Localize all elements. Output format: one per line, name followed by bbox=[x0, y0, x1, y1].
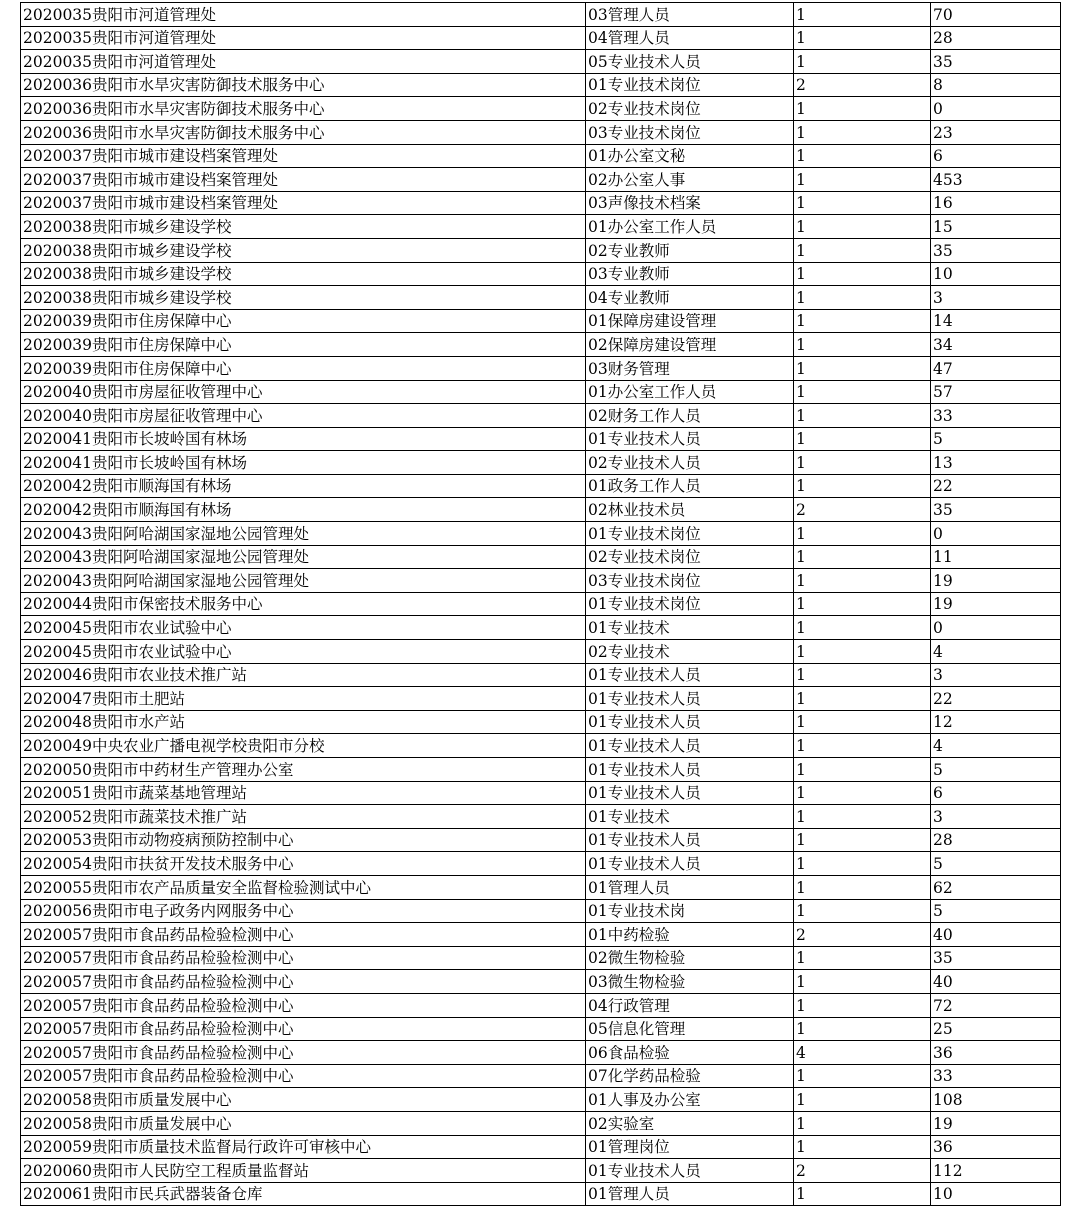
table-row bbox=[21, 1041, 1061, 1065]
unit-cell: 2020042贵阳市顺海国有林场 bbox=[21, 474, 586, 498]
applicant-count-cell: 5 bbox=[931, 899, 1061, 923]
unit-cell: 2020058贵阳市质量发展中心 bbox=[21, 1088, 586, 1112]
unit-cell: 2020042贵阳市顺海国有林场 bbox=[21, 498, 586, 522]
quota-cell: 1 bbox=[794, 262, 931, 286]
unit-cell: 2020038贵阳市城乡建设学校 bbox=[21, 215, 586, 239]
applicant-count-cell: 19 bbox=[931, 569, 1061, 593]
position-cell: 05专业技术人员 bbox=[586, 50, 794, 74]
quota-cell: 1 bbox=[794, 852, 931, 876]
table-row bbox=[21, 899, 1061, 923]
position-cell: 02专业技术岗位 bbox=[586, 97, 794, 121]
position-cell: 01管理人员 bbox=[586, 1182, 794, 1206]
applicant-count-cell: 23 bbox=[931, 120, 1061, 144]
applicant-count-cell: 453 bbox=[931, 168, 1061, 192]
applicant-count-cell: 5 bbox=[931, 427, 1061, 451]
unit-cell: 2020038贵阳市城乡建设学校 bbox=[21, 238, 586, 262]
table-row bbox=[21, 215, 1061, 239]
unit-cell: 2020039贵阳市住房保障中心 bbox=[21, 333, 586, 357]
position-cell: 01专业技术岗位 bbox=[586, 522, 794, 546]
table-row bbox=[21, 356, 1061, 380]
table-row bbox=[21, 50, 1061, 74]
applicant-count-cell: 11 bbox=[931, 545, 1061, 569]
quota-cell: 1 bbox=[794, 309, 931, 333]
unit-cell: 2020043贵阳阿哈湖国家湿地公园管理处 bbox=[21, 522, 586, 546]
quota-cell: 1 bbox=[794, 663, 931, 687]
quota-cell: 1 bbox=[794, 427, 931, 451]
position-cell: 01中药检验 bbox=[586, 923, 794, 947]
quota-cell: 1 bbox=[794, 946, 931, 970]
position-cell: 02专业技术 bbox=[586, 640, 794, 664]
table-row bbox=[21, 545, 1061, 569]
quota-cell: 1 bbox=[794, 1135, 931, 1159]
unit-cell: 2020052贵阳市蔬菜技术推广站 bbox=[21, 805, 586, 829]
table-row bbox=[21, 3, 1061, 27]
position-cell: 01管理人员 bbox=[586, 875, 794, 899]
unit-cell: 2020046贵阳市农业技术推广站 bbox=[21, 663, 586, 687]
position-cell: 03专业技术岗位 bbox=[586, 569, 794, 593]
unit-cell: 2020036贵阳市水旱灾害防御技术服务中心 bbox=[21, 73, 586, 97]
unit-cell: 2020048贵阳市水产站 bbox=[21, 710, 586, 734]
table-row bbox=[21, 758, 1061, 782]
position-cell: 02林业技术员 bbox=[586, 498, 794, 522]
applicant-count-cell: 0 bbox=[931, 522, 1061, 546]
quota-cell: 1 bbox=[794, 970, 931, 994]
applicant-count-cell: 35 bbox=[931, 498, 1061, 522]
applicant-count-cell: 15 bbox=[931, 215, 1061, 239]
quota-cell: 2 bbox=[794, 73, 931, 97]
quota-cell: 1 bbox=[794, 356, 931, 380]
table-row bbox=[21, 710, 1061, 734]
unit-cell: 2020035贵阳市河道管理处 bbox=[21, 26, 586, 50]
unit-cell: 2020060贵阳市人民防空工程质量监督站 bbox=[21, 1159, 586, 1183]
table-row bbox=[21, 97, 1061, 121]
applicant-count-cell: 72 bbox=[931, 993, 1061, 1017]
position-cell: 01专业技术人员 bbox=[586, 852, 794, 876]
table-row bbox=[21, 333, 1061, 357]
position-cell: 01专业技术岗位 bbox=[586, 592, 794, 616]
unit-cell: 2020038贵阳市城乡建设学校 bbox=[21, 262, 586, 286]
table-row bbox=[21, 144, 1061, 168]
table-row bbox=[21, 828, 1061, 852]
unit-cell: 2020057贵阳市食品药品检验检测中心 bbox=[21, 970, 586, 994]
applicant-count-cell: 70 bbox=[931, 3, 1061, 27]
quota-cell: 1 bbox=[794, 1182, 931, 1206]
position-cell: 05信息化管理 bbox=[586, 1017, 794, 1041]
table-row bbox=[21, 592, 1061, 616]
applicant-count-cell: 5 bbox=[931, 852, 1061, 876]
table-row bbox=[21, 262, 1061, 286]
recruitment-table bbox=[20, 2, 1061, 1206]
table-row bbox=[21, 309, 1061, 333]
table-row bbox=[21, 1017, 1061, 1041]
unit-cell: 2020039贵阳市住房保障中心 bbox=[21, 309, 586, 333]
applicant-count-cell: 35 bbox=[931, 946, 1061, 970]
quota-cell: 1 bbox=[794, 781, 931, 805]
position-cell: 03微生物检验 bbox=[586, 970, 794, 994]
quota-cell: 1 bbox=[794, 333, 931, 357]
table-row bbox=[21, 993, 1061, 1017]
applicant-count-cell: 12 bbox=[931, 710, 1061, 734]
position-cell: 01专业技术人员 bbox=[586, 427, 794, 451]
applicant-count-cell: 14 bbox=[931, 309, 1061, 333]
applicant-count-cell: 0 bbox=[931, 97, 1061, 121]
applicant-count-cell: 35 bbox=[931, 50, 1061, 74]
quota-cell: 1 bbox=[794, 522, 931, 546]
quota-cell: 1 bbox=[794, 26, 931, 50]
unit-cell: 2020038贵阳市城乡建设学校 bbox=[21, 286, 586, 310]
position-cell: 04行政管理 bbox=[586, 993, 794, 1017]
unit-cell: 2020051贵阳市蔬菜基地管理站 bbox=[21, 781, 586, 805]
position-cell: 02专业技术岗位 bbox=[586, 545, 794, 569]
position-cell: 01办公室文秘 bbox=[586, 144, 794, 168]
unit-cell: 2020041贵阳市长坡岭国有林场 bbox=[21, 427, 586, 451]
table-row bbox=[21, 451, 1061, 475]
table-row bbox=[21, 286, 1061, 310]
quota-cell: 1 bbox=[794, 97, 931, 121]
quota-cell: 2 bbox=[794, 498, 931, 522]
unit-cell: 2020036贵阳市水旱灾害防御技术服务中心 bbox=[21, 120, 586, 144]
unit-cell: 2020057贵阳市食品药品检验检测中心 bbox=[21, 993, 586, 1017]
quota-cell: 1 bbox=[794, 993, 931, 1017]
applicant-count-cell: 28 bbox=[931, 828, 1061, 852]
position-cell: 02保障房建设管理 bbox=[586, 333, 794, 357]
position-cell: 03专业技术岗位 bbox=[586, 120, 794, 144]
table-row bbox=[21, 404, 1061, 428]
unit-cell: 2020059贵阳市质量技术监督局行政许可审核中心 bbox=[21, 1135, 586, 1159]
applicant-count-cell: 3 bbox=[931, 663, 1061, 687]
position-cell: 03声像技术档案 bbox=[586, 191, 794, 215]
quota-cell: 1 bbox=[794, 215, 931, 239]
quota-cell: 1 bbox=[794, 3, 931, 27]
quota-cell: 1 bbox=[794, 734, 931, 758]
position-cell: 04管理人员 bbox=[586, 26, 794, 50]
table-row bbox=[21, 191, 1061, 215]
table-row bbox=[21, 498, 1061, 522]
table-row bbox=[21, 805, 1061, 829]
quota-cell: 1 bbox=[794, 1088, 931, 1112]
table-row bbox=[21, 663, 1061, 687]
unit-cell: 2020057贵阳市食品药品检验检测中心 bbox=[21, 1064, 586, 1088]
unit-cell: 2020037贵阳市城市建设档案管理处 bbox=[21, 144, 586, 168]
position-cell: 01政务工作人员 bbox=[586, 474, 794, 498]
quota-cell: 1 bbox=[794, 828, 931, 852]
applicant-count-cell: 33 bbox=[931, 404, 1061, 428]
quota-cell: 1 bbox=[794, 592, 931, 616]
table-row bbox=[21, 946, 1061, 970]
quota-cell: 1 bbox=[794, 687, 931, 711]
quota-cell: 1 bbox=[794, 238, 931, 262]
table-row bbox=[21, 380, 1061, 404]
quota-cell: 1 bbox=[794, 1111, 931, 1135]
quota-cell: 1 bbox=[794, 168, 931, 192]
table-row bbox=[21, 1064, 1061, 1088]
table-row bbox=[21, 640, 1061, 664]
quota-cell: 1 bbox=[794, 899, 931, 923]
applicant-count-cell: 6 bbox=[931, 781, 1061, 805]
applicant-count-cell: 4 bbox=[931, 640, 1061, 664]
quota-cell: 1 bbox=[794, 616, 931, 640]
position-cell: 02财务工作人员 bbox=[586, 404, 794, 428]
position-cell: 01专业技术 bbox=[586, 805, 794, 829]
applicant-count-cell: 62 bbox=[931, 875, 1061, 899]
quota-cell: 1 bbox=[794, 286, 931, 310]
table-row bbox=[21, 1159, 1061, 1183]
position-cell: 01人事及办公室 bbox=[586, 1088, 794, 1112]
applicant-count-cell: 10 bbox=[931, 262, 1061, 286]
position-cell: 01专业技术人员 bbox=[586, 687, 794, 711]
position-cell: 06食品检验 bbox=[586, 1041, 794, 1065]
quota-cell: 1 bbox=[794, 451, 931, 475]
unit-cell: 2020049中央农业广播电视学校贵阳市分校 bbox=[21, 734, 586, 758]
applicant-count-cell: 112 bbox=[931, 1159, 1061, 1183]
quota-cell: 2 bbox=[794, 923, 931, 947]
unit-cell: 2020035贵阳市河道管理处 bbox=[21, 50, 586, 74]
applicant-count-cell: 3 bbox=[931, 805, 1061, 829]
quota-cell: 1 bbox=[794, 758, 931, 782]
position-cell: 01专业技术人员 bbox=[586, 663, 794, 687]
unit-cell: 2020061贵阳市民兵武器装备仓库 bbox=[21, 1182, 586, 1206]
quota-cell: 1 bbox=[794, 474, 931, 498]
unit-cell: 2020045贵阳市农业试验中心 bbox=[21, 616, 586, 640]
unit-cell: 2020040贵阳市房屋征收管理中心 bbox=[21, 380, 586, 404]
applicant-count-cell: 3 bbox=[931, 286, 1061, 310]
table-row bbox=[21, 875, 1061, 899]
applicant-count-cell: 10 bbox=[931, 1182, 1061, 1206]
table-row bbox=[21, 474, 1061, 498]
quota-cell: 1 bbox=[794, 144, 931, 168]
unit-cell: 2020058贵阳市质量发展中心 bbox=[21, 1111, 586, 1135]
table-row bbox=[21, 852, 1061, 876]
applicant-count-cell: 40 bbox=[931, 970, 1061, 994]
unit-cell: 2020057贵阳市食品药品检验检测中心 bbox=[21, 946, 586, 970]
position-cell: 02微生物检验 bbox=[586, 946, 794, 970]
table-row bbox=[21, 569, 1061, 593]
position-cell: 01专业技术 bbox=[586, 616, 794, 640]
position-cell: 02专业教师 bbox=[586, 238, 794, 262]
position-cell: 02专业技术人员 bbox=[586, 451, 794, 475]
unit-cell: 2020050贵阳市中药材生产管理办公室 bbox=[21, 758, 586, 782]
table-row bbox=[21, 781, 1061, 805]
table-row bbox=[21, 168, 1061, 192]
position-cell: 01专业技术人员 bbox=[586, 1159, 794, 1183]
position-cell: 01专业技术岗 bbox=[586, 899, 794, 923]
position-cell: 01管理岗位 bbox=[586, 1135, 794, 1159]
position-cell: 03专业教师 bbox=[586, 262, 794, 286]
position-cell: 01办公室工作人员 bbox=[586, 380, 794, 404]
table-row bbox=[21, 427, 1061, 451]
applicant-count-cell: 19 bbox=[931, 592, 1061, 616]
position-cell: 04专业教师 bbox=[586, 286, 794, 310]
quota-cell: 1 bbox=[794, 875, 931, 899]
position-cell: 02办公室人事 bbox=[586, 168, 794, 192]
applicant-count-cell: 5 bbox=[931, 758, 1061, 782]
unit-cell: 2020035贵阳市河道管理处 bbox=[21, 3, 586, 27]
position-cell: 01专业技术岗位 bbox=[586, 73, 794, 97]
unit-cell: 2020053贵阳市动物疫病预防控制中心 bbox=[21, 828, 586, 852]
table-row bbox=[21, 1135, 1061, 1159]
position-cell: 03管理人员 bbox=[586, 3, 794, 27]
unit-cell: 2020057贵阳市食品药品检验检测中心 bbox=[21, 1017, 586, 1041]
unit-cell: 2020041贵阳市长坡岭国有林场 bbox=[21, 451, 586, 475]
applicant-count-cell: 57 bbox=[931, 380, 1061, 404]
unit-cell: 2020039贵阳市住房保障中心 bbox=[21, 356, 586, 380]
position-cell: 01办公室工作人员 bbox=[586, 215, 794, 239]
quota-cell: 1 bbox=[794, 380, 931, 404]
position-cell: 01专业技术人员 bbox=[586, 828, 794, 852]
table-row bbox=[21, 1182, 1061, 1206]
table-row bbox=[21, 616, 1061, 640]
quota-cell: 1 bbox=[794, 120, 931, 144]
applicant-count-cell: 4 bbox=[931, 734, 1061, 758]
unit-cell: 2020037贵阳市城市建设档案管理处 bbox=[21, 168, 586, 192]
table-row bbox=[21, 238, 1061, 262]
table-row bbox=[21, 970, 1061, 994]
applicant-count-cell: 0 bbox=[931, 616, 1061, 640]
applicant-count-cell: 36 bbox=[931, 1041, 1061, 1065]
table-row bbox=[21, 1088, 1061, 1112]
unit-cell: 2020057贵阳市食品药品检验检测中心 bbox=[21, 923, 586, 947]
applicant-count-cell: 22 bbox=[931, 687, 1061, 711]
applicant-count-cell: 108 bbox=[931, 1088, 1061, 1112]
quota-cell: 4 bbox=[794, 1041, 931, 1065]
position-cell: 01专业技术人员 bbox=[586, 710, 794, 734]
quota-cell: 1 bbox=[794, 1064, 931, 1088]
unit-cell: 2020045贵阳市农业试验中心 bbox=[21, 640, 586, 664]
position-cell: 01保障房建设管理 bbox=[586, 309, 794, 333]
table-row bbox=[21, 923, 1061, 947]
applicant-count-cell: 8 bbox=[931, 73, 1061, 97]
unit-cell: 2020037贵阳市城市建设档案管理处 bbox=[21, 191, 586, 215]
quota-cell: 1 bbox=[794, 569, 931, 593]
quota-cell: 2 bbox=[794, 1159, 931, 1183]
table-row bbox=[21, 687, 1061, 711]
applicant-count-cell: 47 bbox=[931, 356, 1061, 380]
applicant-count-cell: 40 bbox=[931, 923, 1061, 947]
quota-cell: 1 bbox=[794, 1017, 931, 1041]
table-row bbox=[21, 120, 1061, 144]
position-cell: 07化学药品检验 bbox=[586, 1064, 794, 1088]
applicant-count-cell: 13 bbox=[931, 451, 1061, 475]
table-body bbox=[21, 3, 1061, 1206]
quota-cell: 1 bbox=[794, 191, 931, 215]
applicant-count-cell: 25 bbox=[931, 1017, 1061, 1041]
table-row bbox=[21, 522, 1061, 546]
unit-cell: 2020056贵阳市电子政务内网服务中心 bbox=[21, 899, 586, 923]
quota-cell: 1 bbox=[794, 50, 931, 74]
applicant-count-cell: 16 bbox=[931, 191, 1061, 215]
position-cell: 03财务管理 bbox=[586, 356, 794, 380]
position-cell: 02实验室 bbox=[586, 1111, 794, 1135]
unit-cell: 2020057贵阳市食品药品检验检测中心 bbox=[21, 1041, 586, 1065]
unit-cell: 2020043贵阳阿哈湖国家湿地公园管理处 bbox=[21, 545, 586, 569]
applicant-count-cell: 22 bbox=[931, 474, 1061, 498]
applicant-count-cell: 28 bbox=[931, 26, 1061, 50]
table-row bbox=[21, 1111, 1061, 1135]
quota-cell: 1 bbox=[794, 404, 931, 428]
quota-cell: 1 bbox=[794, 545, 931, 569]
position-cell: 01专业技术人员 bbox=[586, 758, 794, 782]
applicant-count-cell: 34 bbox=[931, 333, 1061, 357]
applicant-count-cell: 36 bbox=[931, 1135, 1061, 1159]
applicant-count-cell: 33 bbox=[931, 1064, 1061, 1088]
unit-cell: 2020055贵阳市农产品质量安全监督检验测试中心 bbox=[21, 875, 586, 899]
unit-cell: 2020043贵阳阿哈湖国家湿地公园管理处 bbox=[21, 569, 586, 593]
position-cell: 01专业技术人员 bbox=[586, 734, 794, 758]
quota-cell: 1 bbox=[794, 805, 931, 829]
applicant-count-cell: 19 bbox=[931, 1111, 1061, 1135]
unit-cell: 2020047贵阳市土肥站 bbox=[21, 687, 586, 711]
applicant-count-cell: 6 bbox=[931, 144, 1061, 168]
table-row bbox=[21, 26, 1061, 50]
unit-cell: 2020036贵阳市水旱灾害防御技术服务中心 bbox=[21, 97, 586, 121]
position-cell: 01专业技术人员 bbox=[586, 781, 794, 805]
table-row bbox=[21, 734, 1061, 758]
quota-cell: 1 bbox=[794, 710, 931, 734]
unit-cell: 2020040贵阳市房屋征收管理中心 bbox=[21, 404, 586, 428]
applicant-count-cell: 35 bbox=[931, 238, 1061, 262]
unit-cell: 2020044贵阳市保密技术服务中心 bbox=[21, 592, 586, 616]
unit-cell: 2020054贵阳市扶贫开发技术服务中心 bbox=[21, 852, 586, 876]
table-row bbox=[21, 73, 1061, 97]
quota-cell: 1 bbox=[794, 640, 931, 664]
